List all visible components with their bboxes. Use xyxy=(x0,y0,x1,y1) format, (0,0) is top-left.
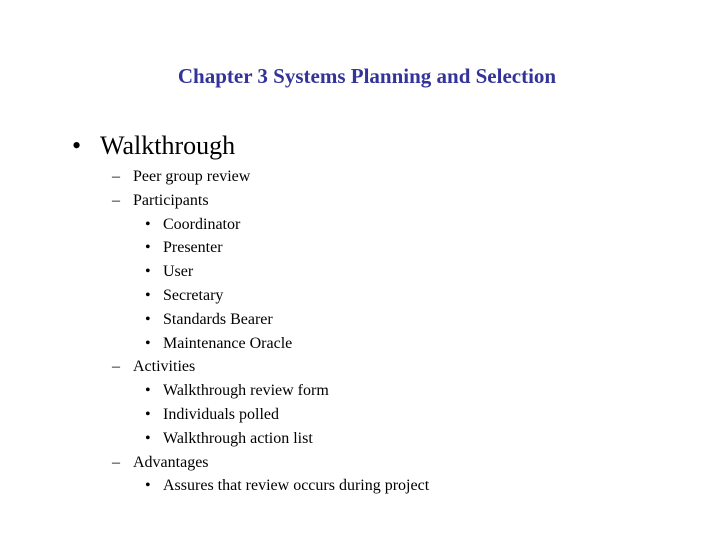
slide-content xyxy=(0,127,720,498)
dash-icon: – xyxy=(112,191,120,209)
section-label: Participants xyxy=(133,191,209,209)
section-peer-group-review xyxy=(0,165,720,189)
bullet-icon: • xyxy=(145,405,151,423)
list-item-text: Walkthrough action list xyxy=(163,429,313,447)
list-item xyxy=(0,332,720,356)
dash-icon: – xyxy=(112,453,120,471)
list-item xyxy=(0,284,720,308)
list-item-text: Coordinator xyxy=(163,215,241,233)
list-item xyxy=(0,308,720,332)
bullet-icon: • xyxy=(145,382,151,400)
bullet-icon: • xyxy=(72,131,82,160)
section-label: Advantages xyxy=(133,453,209,471)
list-item-text: Secretary xyxy=(163,286,224,304)
list-item-text: Individuals polled xyxy=(163,405,279,423)
section-activities xyxy=(0,355,720,379)
dash-icon: – xyxy=(112,168,120,185)
list-item-text: Maintenance Oracle xyxy=(163,334,293,352)
list-item-text: Standards Bearer xyxy=(163,310,273,328)
section-label: Activities xyxy=(133,358,196,376)
section-label: Peer group review xyxy=(133,168,251,185)
bullet-icon: • xyxy=(145,215,151,233)
bullet-icon: • xyxy=(145,477,151,495)
bullet-icon: • xyxy=(145,263,151,281)
bullet-icon: • xyxy=(145,286,151,304)
bullet-icon: • xyxy=(145,334,151,352)
bullet-icon: • xyxy=(145,310,151,328)
list-item xyxy=(0,213,720,237)
list-item xyxy=(0,474,720,498)
list-item xyxy=(0,427,720,451)
slide-title: Chapter 3 Systems Planning and Selection xyxy=(177,64,557,88)
bullet-icon: • xyxy=(145,239,151,257)
section-advantages xyxy=(0,451,720,475)
list-item xyxy=(0,403,720,427)
list-item xyxy=(0,379,720,403)
bullet-icon: • xyxy=(145,429,151,447)
list-item-text: Walkthrough review form xyxy=(163,382,329,400)
list-item-text: Assures that review occurs during project xyxy=(163,477,430,495)
main-bullet xyxy=(0,127,720,165)
list-item-text: User xyxy=(163,263,194,281)
list-item xyxy=(0,260,720,284)
section-participants xyxy=(0,189,720,213)
list-item xyxy=(0,236,720,260)
dash-icon: – xyxy=(112,358,120,376)
main-point: Walkthrough xyxy=(100,131,236,160)
list-item-text: Presenter xyxy=(163,239,223,257)
